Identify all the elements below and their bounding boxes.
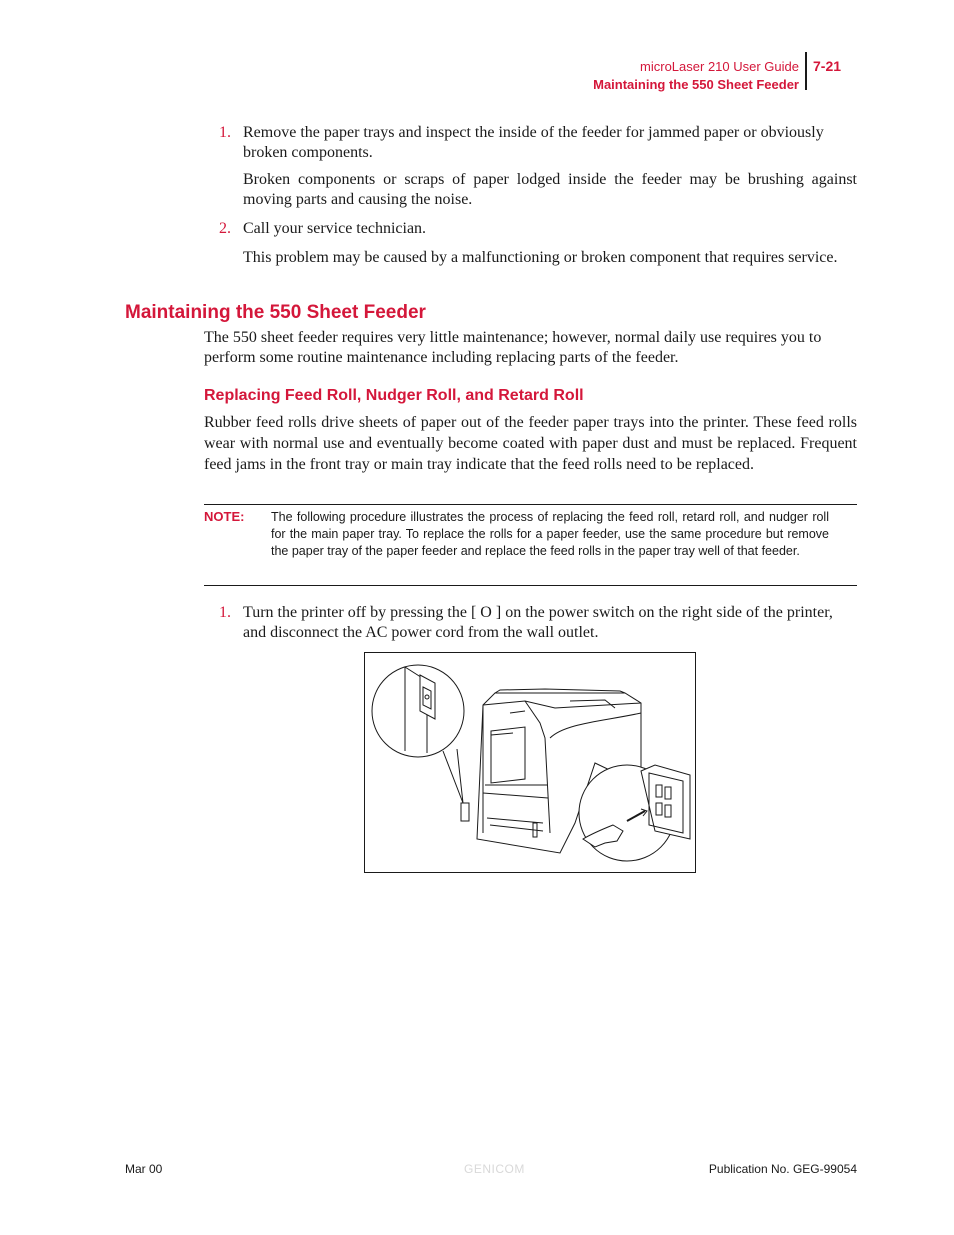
subsection-body: Rubber feed rolls drive sheets of paper out of the feeder paper trays into the printer. These feed rolls wear with normal use and eventually become coated with paper dust and must be replaced. Frequent feed jams in the front tray or main tray indicate that the feed rolls need to be replaced.	[204, 414, 857, 473]
step-number: 1.	[219, 604, 231, 621]
footer-brand-logo: GENICOM	[464, 1162, 525, 1176]
step-text: Remove the paper trays and inspect the inside of the feeder for jammed paper or obviously broken components.	[243, 124, 824, 161]
printer-illustration	[364, 652, 696, 873]
section-intro: The 550 sheet feeder requires very little maintenance; however, normal daily use requires you to perform some routine maintenance including replacing parts of the feeder.	[204, 329, 822, 366]
header-section-title: Maintaining the 550 Sheet Feeder	[593, 77, 799, 92]
note-rule-bottom	[204, 585, 857, 586]
note-label: NOTE:	[204, 509, 245, 524]
step-number: 2.	[219, 220, 231, 237]
footer-publication-number: Publication No. GEG-99054	[708, 1162, 857, 1176]
page-number: 7-21	[813, 58, 842, 74]
step-text: Call your service technician.	[243, 220, 427, 237]
header-guide-title: microLaser 210 User Guide	[640, 59, 799, 74]
subsection-heading: Replacing Feed Roll, Nudger Roll, and Retard Roll	[204, 387, 584, 404]
section-heading: Maintaining the 550 Sheet Feeder	[125, 302, 426, 323]
step-followup: Broken components or scraps of paper lodged inside the feeder may be brushing against moving parts and causing the noise.	[243, 171, 857, 208]
note-text: The following procedure illustrates the process of replacing the feed roll, retard roll, and nudger roll for the main paper tray. To replace the rolls for a paper feeder, use the same procedure but remove the paper tray of the paper feeder and replace the feed rolls in the paper tray well of that feeder.	[271, 510, 829, 558]
note-rule-top	[204, 504, 857, 505]
footer-date: Mar 00	[125, 1162, 163, 1176]
power-switch-callout	[372, 665, 464, 803]
running-header	[560, 58, 799, 94]
wall-outlet-callout	[579, 765, 690, 861]
header-divider	[805, 52, 807, 90]
step-followup: This problem may be caused by a malfunctioning or broken component that requires service.	[243, 249, 838, 266]
step-number: 1.	[219, 124, 231, 141]
step-text: Turn the printer off by pressing the [ O ] on the power switch on the right side of the printer, and disconnect the AC power cord from the wall outlet.	[243, 604, 833, 641]
